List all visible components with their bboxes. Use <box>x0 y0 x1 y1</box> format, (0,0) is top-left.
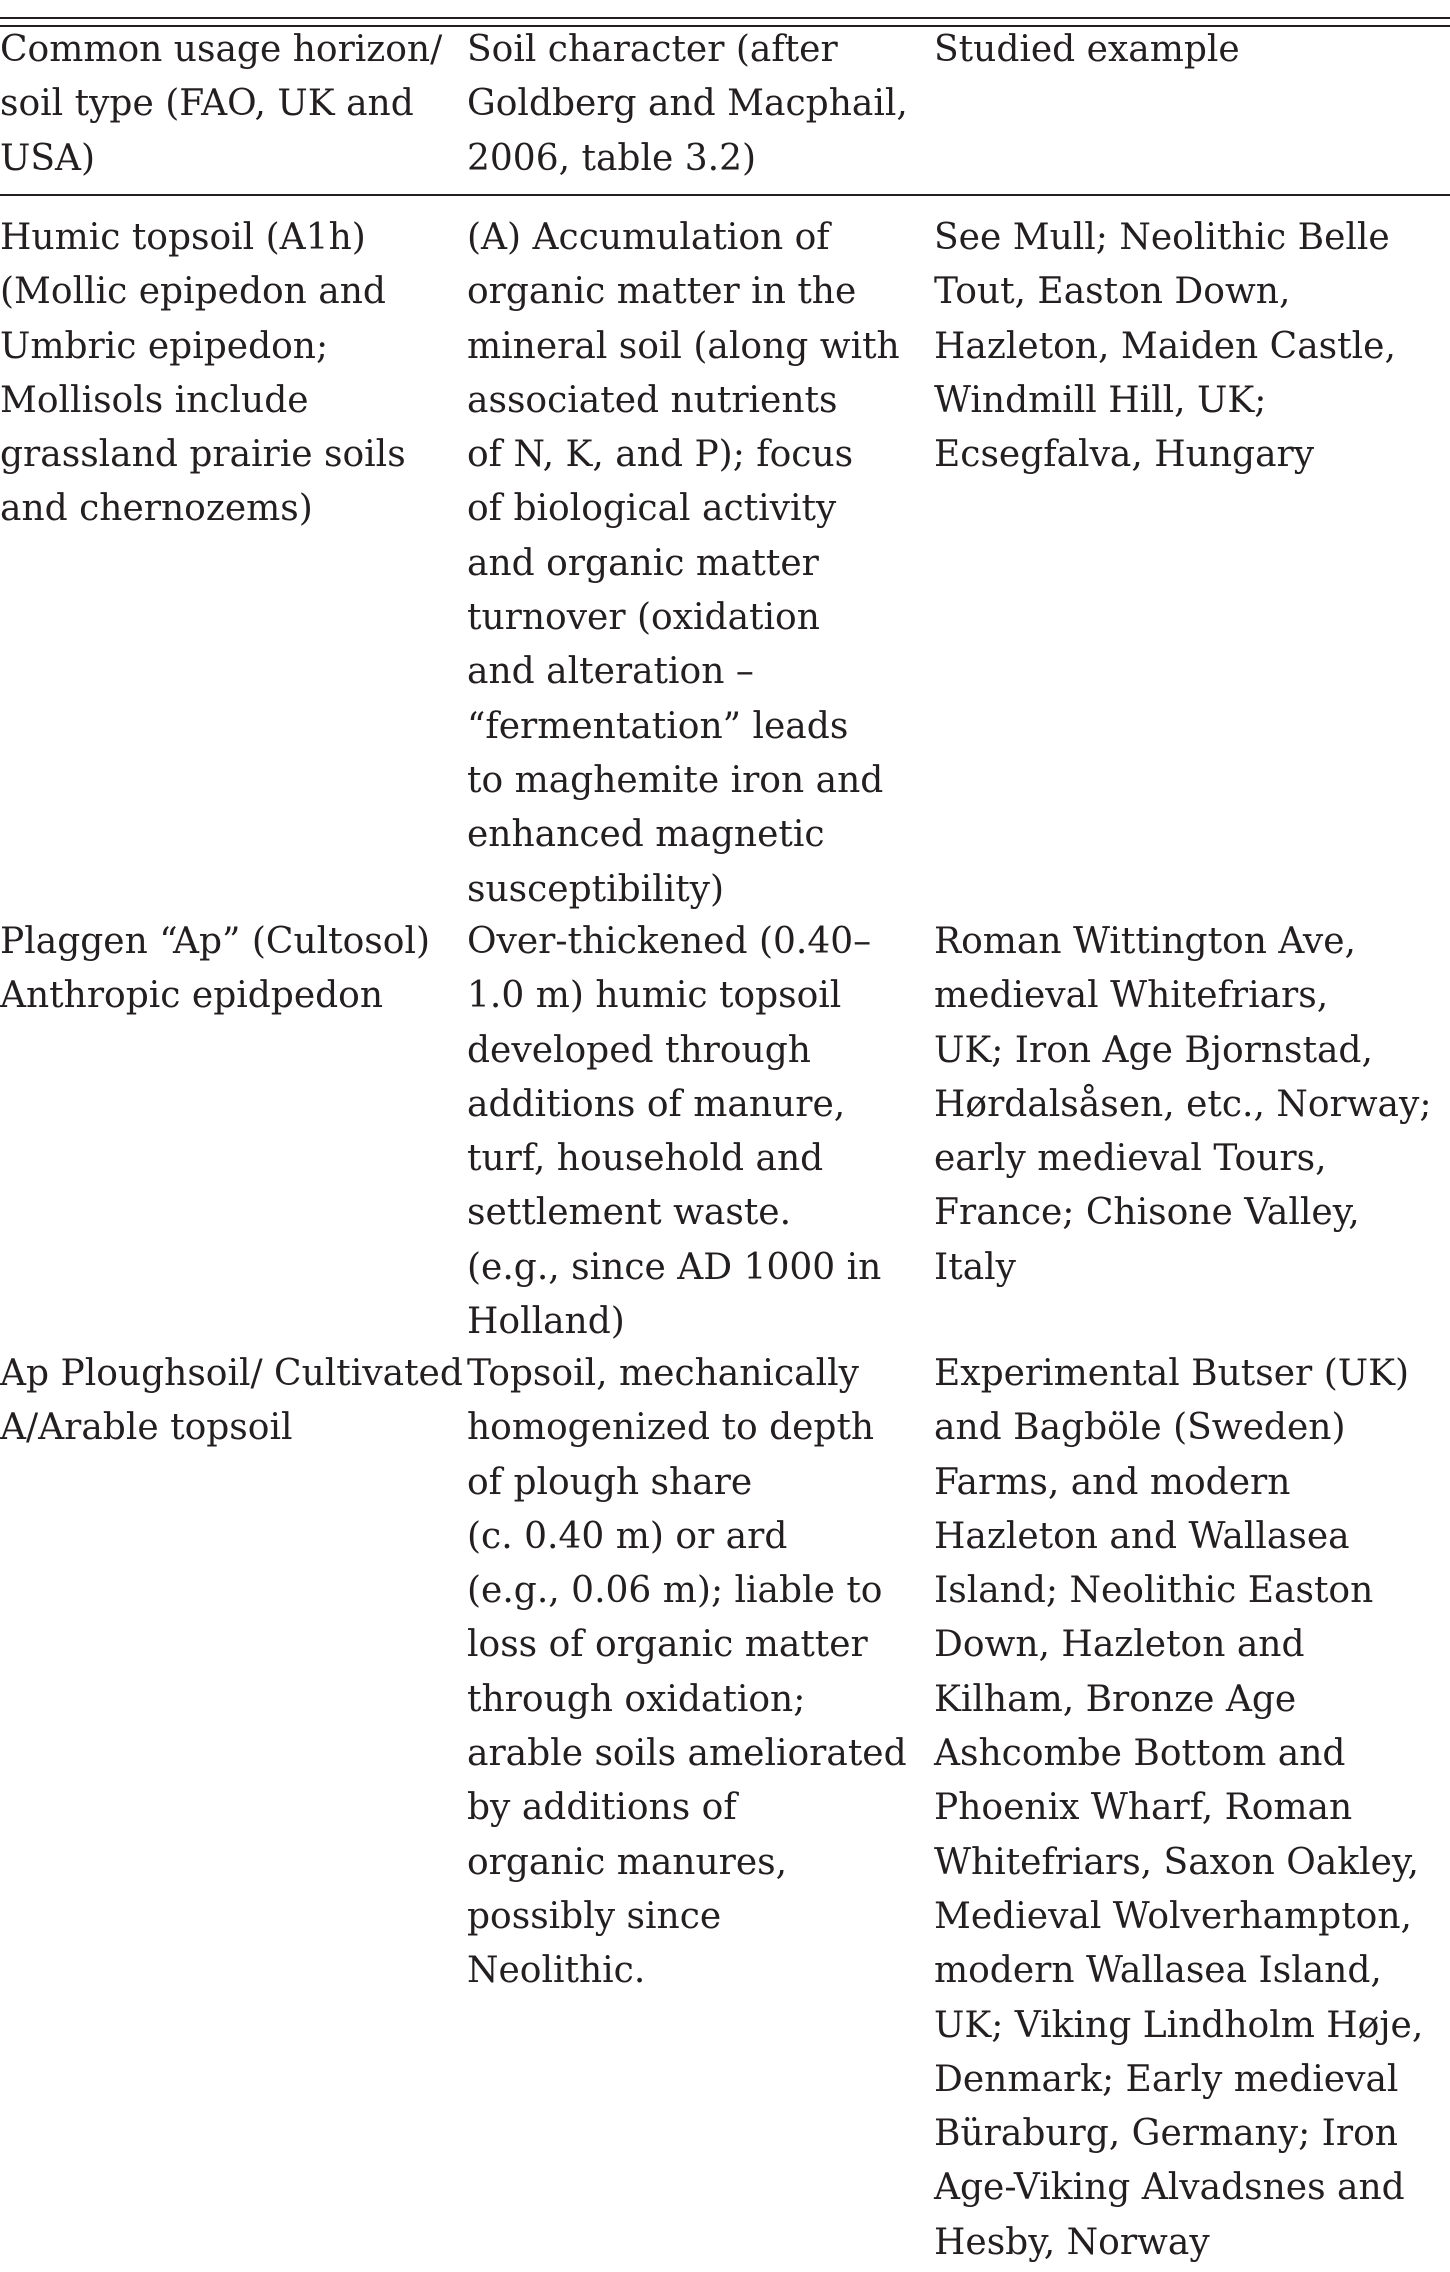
row-plaggen-character: Over-thickened (0.40– 1.0 m) humic topsoil developed through additions of manure, turf, household and settlement waste. (e.g., since AD 1000 in Holland) <box>467 921 882 1343</box>
top-rule <box>0 17 1450 19</box>
column-header-character: Soil character (after Goldberg and Macphail, 2006, table 3.2) <box>467 29 908 179</box>
row-plaggen-example: Roman Wittington Ave, medieval Whitefriars, UK; Iron Age Bjornstad, Hørdalsåsen, etc., Norway; early medieval Tours, France; Chisone Valley, Italy <box>934 921 1432 1288</box>
row-humic-topsoil-character: (A) Accumulation of organic matter in the mineral soil (along with associated nutrients of N, K, and P); focus of biological activity and organic matter turnover (oxidation and alteration – “fermentation” leads to maghemite iron and enhanced magnetic susceptibility) <box>467 217 900 910</box>
row-ploughsoil-example: Experimental Butser (UK) and Bagböle (Sweden) Farms, and modern Hazleton and Wallasea Island; Neolithic Easton Down, Hazleton and Kilham, Bronze Age Ashcombe Bottom and Phoenix Wharf, Roman Whitefriars, Saxon Oakley, Medieval Wolverhampton, modern Wallasea Island, UK; Viking Lindholm Høje, Denmark; Early medieval Büraburg, Germany; Iron Age-Viking Alvadsnes and Hesby, Norway <box>934 1353 1424 2263</box>
row-humic-topsoil-example: See Mull; Neolithic Belle Tout, Easton Down, Hazleton, Maiden Castle, Windmill Hill, UK; Ecsegfalva, Hungary <box>934 217 1396 476</box>
header-rule <box>0 194 1450 196</box>
row-plaggen-horizon: Plaggen “Ap” (Cultosol) Anthropic epidpedon <box>0 921 431 1017</box>
row-humic-topsoil-horizon: Humic topsoil (A1h) (Mollic epipedon and Umbric epipedon; Mollisols include grassland prairie soils and chernozems) <box>0 217 406 530</box>
column-header-horizon: Common usage horizon/ soil type (FAO, UK and USA) <box>0 29 443 179</box>
column-header-example: Studied example <box>934 29 1240 70</box>
row-ploughsoil-character: Topsoil, mechanically homogenized to depth of plough share (c. 0.40 m) or ard (e.g., 0.06 m); liable to loss of organic matter through oxidation; arable soils ameliorated by additions of organic manures, possibly since Neolithic. <box>467 1353 907 1992</box>
row-ploughsoil-horizon: Ap Ploughsoil/ Cultivated A/Arable topsoil <box>0 1353 463 1449</box>
